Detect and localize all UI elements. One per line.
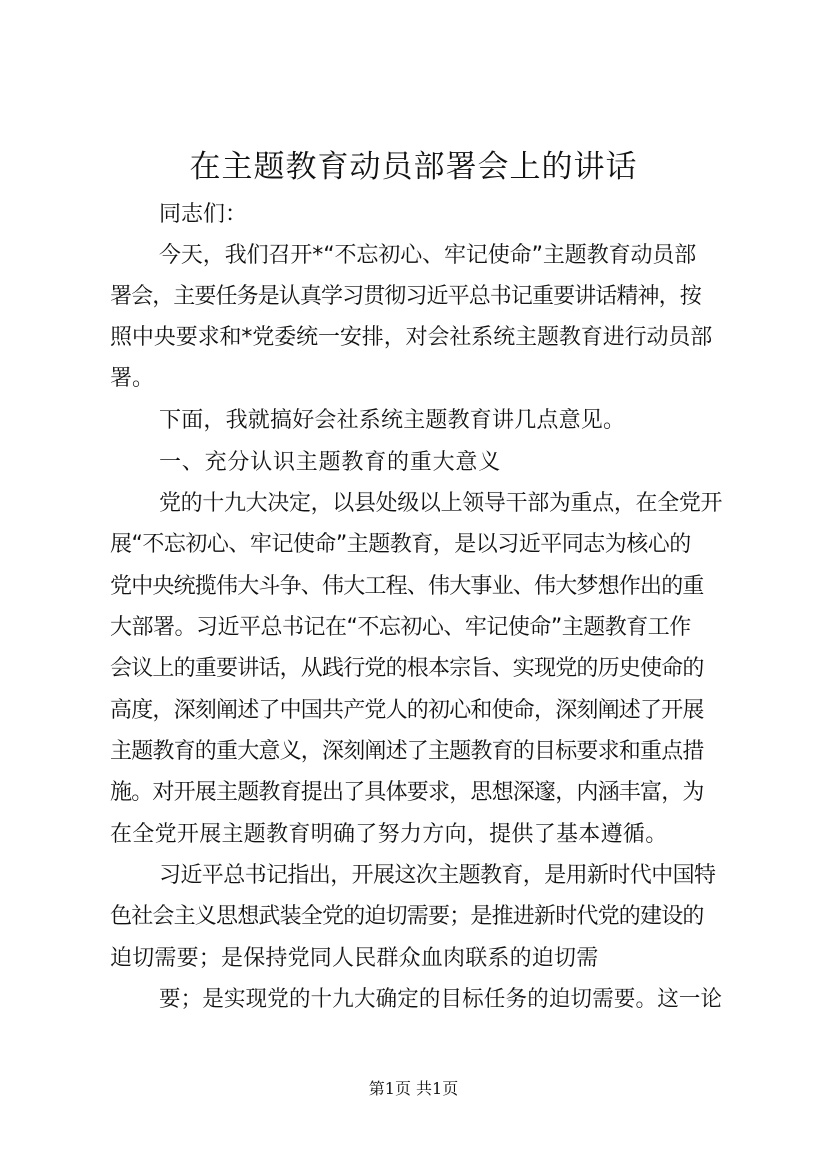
page-number: 第1页 共1页 [368, 1079, 459, 1098]
body-line: 主题教育的重大意义，深刻阐述了主题教育的目标要求和重点措 [110, 739, 704, 764]
body-line: 党中央统揽伟大斗争、伟大工程、伟大事业、伟大梦想作出的重 [110, 574, 704, 599]
body-line: 要；是实现党的十九大确定的目标任务的迫切需要。这一论 [159, 987, 723, 1012]
body-line: 习近平总书记指出，开展这次主题教育，是用新时代中国特 [159, 863, 716, 888]
body-line: 署会，主要任务是认真学习贯彻习近平总书记重要讲话精神，按 [110, 284, 701, 309]
section-heading: 一、充分认识主题教育的重大意义 [159, 450, 502, 475]
body-line: 迫切需要；是保持党同人民群众血肉联系的迫切需 [110, 946, 599, 971]
body-line: 施。对开展主题教育提出了具体要求，思想深邃，内涵丰富，为 [110, 780, 704, 805]
body-line: 展“不忘初心、牢记使命”主题教育，是以习近平同志为核心的 [110, 532, 691, 557]
body-line: 色社会主义思想武装全党的迫切需要；是推进新时代党的建设的 [110, 904, 704, 929]
body-line: 大部署。习近平总书记在“不忘初心、牢记使命”主题教育工作 [110, 615, 691, 640]
body-line: 高度，深刻阐述了中国共产党人的初心和使命，深刻阐述了开展 [110, 698, 704, 723]
body-line: 照中央要求和*党委统一安排，对会社系统主题教育进行动员部 [110, 325, 713, 350]
body-line: 党的十九大决定，以县处级以上领导干部为重点，在全党开 [159, 491, 723, 516]
body-line: 今天，我们召开*“不忘初心、牢记使命”主题教育动员部 [159, 243, 697, 268]
document-title: 在主题教育动员部署会上的讲话 [189, 149, 638, 185]
body-line: 下面，我就搞好会社系统主题教育讲几点意见。 [159, 408, 626, 433]
body-line: 在全党开展主题教育明确了努力方向，提供了基本遵循。 [110, 822, 668, 847]
body-line: 署。 [110, 366, 155, 391]
body-line: 会议上的重要讲话，从践行党的根本宗旨、实现党的历史使命的 [110, 656, 704, 681]
salutation: 同志们： [159, 202, 248, 227]
